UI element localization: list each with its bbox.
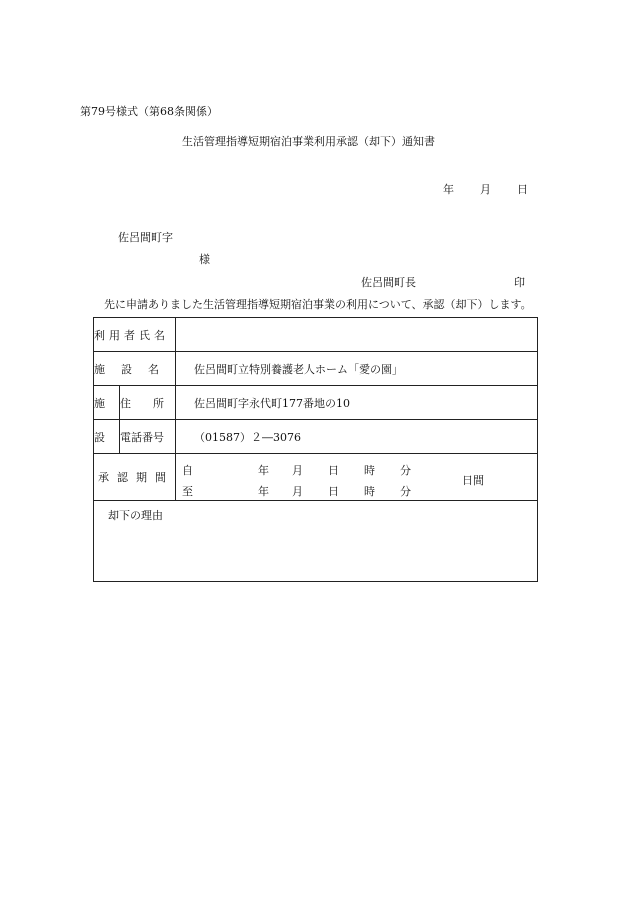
period-days-unit: 日間 [462,474,484,487]
phone-label: 電話番号 [120,420,176,454]
seal-mark: 印 [514,276,525,289]
user-name-value [176,318,538,352]
facility-address-row [94,386,538,420]
form-table [93,317,538,582]
facility-group-label-top: 施 [94,386,120,420]
approval-period-value [176,454,538,501]
period-to-line: 至 年 月 日 時 分 [182,485,411,498]
addressee-town: 佐呂間町字 [118,231,173,244]
approval-period-row [94,454,538,501]
facility-group-label-bottom: 設 [94,420,120,454]
document-title: 生活管理指導短期宿泊事業利用承認（却下）通知書 [182,135,435,148]
rejection-reason-row [94,501,538,582]
period-from-line: 自 年 月 日 時 分 [182,464,411,477]
form-number: 第79号様式（第68条関係） [80,105,218,118]
facility-name-value: 佐呂間町立特別養護老人ホーム「愛の園」 [176,352,538,386]
address-value: 佐呂間町字永代町177番地の10 [176,386,538,420]
date-line [443,184,528,195]
address-label: 住 所 [120,386,176,420]
facility-phone-row [94,420,538,454]
notice-body-text: 先に申請ありました生活管理指導短期宿泊事業の利用について、承認（却下）します。 [104,298,532,311]
rejection-reason-label: 却下の理由 [108,509,163,522]
facility-name-label: 施 設 名 [94,352,176,386]
addressee-honorific: 様 [199,253,210,266]
approval-period-label: 承 認 期 間 [94,454,176,501]
user-name-row [94,318,538,352]
date-year-label: 年 [443,183,454,196]
rejection-reason-cell [94,501,538,582]
date-month-label: 月 [480,183,491,196]
sender-title: 佐呂間町長 [361,276,416,289]
phone-value: （01587）２―3076 [176,420,538,454]
date-day-label: 日 [517,183,528,196]
user-name-label: 利用者氏名 [94,318,176,352]
facility-name-row [94,352,538,386]
